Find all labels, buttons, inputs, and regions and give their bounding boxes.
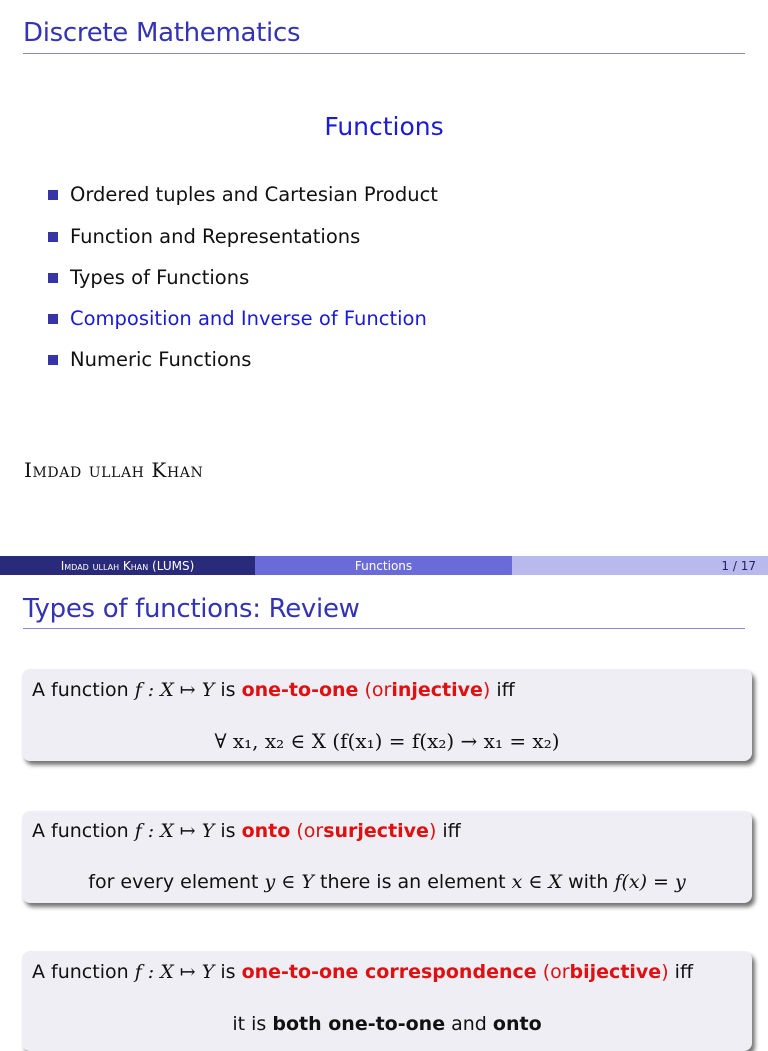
definition-block-bijective: [22, 951, 752, 1051]
header-rule: [23, 628, 745, 629]
definition-block-injective: [22, 669, 752, 761]
definition-statement: A function f : X ↦ Y is one-to-one correspondence (orbijective) iff: [32, 961, 694, 983]
toc-item-label: Function and Representations: [70, 225, 361, 248]
definition-block-surjective: [22, 811, 752, 903]
definition-formula: ∀ x₁, x₂ ∈ X (f(x₁) = f(x₂) → x₁ = x₂): [214, 729, 560, 753]
definition-formula: it is both one-to-one and onto: [232, 1013, 542, 1035]
footline-page-number: 1 / 17: [512, 556, 768, 575]
author-name: Imdad ullah Khan: [24, 458, 204, 482]
slide-header-title: Types of functions: Review: [23, 594, 360, 624]
toc-item-function-representations[interactable]: [48, 225, 360, 248]
square-bullet-icon: [48, 273, 58, 283]
slide-header-title: Discrete Mathematics: [23, 18, 301, 48]
section-title: Functions: [324, 112, 444, 141]
definition-formula: for every element y ∈ Y there is an element x ∈ X with f(x) = y: [88, 871, 686, 893]
definition-statement: A function f : X ↦ Y is one-to-one (orinjective) iff: [32, 679, 515, 701]
toc-item-ordered-tuples[interactable]: [48, 183, 438, 206]
footline-author: Imdad ullah Khan (LUMS): [0, 556, 255, 575]
header-rule: [23, 53, 745, 54]
footline-title: Functions: [255, 556, 512, 575]
toc-item-types-of-functions[interactable]: [48, 266, 249, 289]
toc-item-numeric-functions[interactable]: [48, 348, 251, 371]
square-bullet-icon: [48, 355, 58, 365]
square-bullet-icon: [48, 232, 58, 242]
definition-statement: A function f : X ↦ Y is onto (orsurjective) iff: [32, 820, 461, 842]
square-bullet-icon: [48, 190, 58, 200]
toc-item-label: Types of Functions: [70, 266, 250, 289]
toc-item-label: Ordered tuples and Cartesian Product: [70, 183, 438, 206]
toc-item-composition-inverse[interactable]: [48, 307, 427, 330]
square-bullet-icon: [48, 314, 58, 324]
footline: [0, 556, 768, 575]
toc-item-label: Composition and Inverse of Function: [70, 307, 427, 330]
toc-item-label: Numeric Functions: [70, 348, 252, 371]
